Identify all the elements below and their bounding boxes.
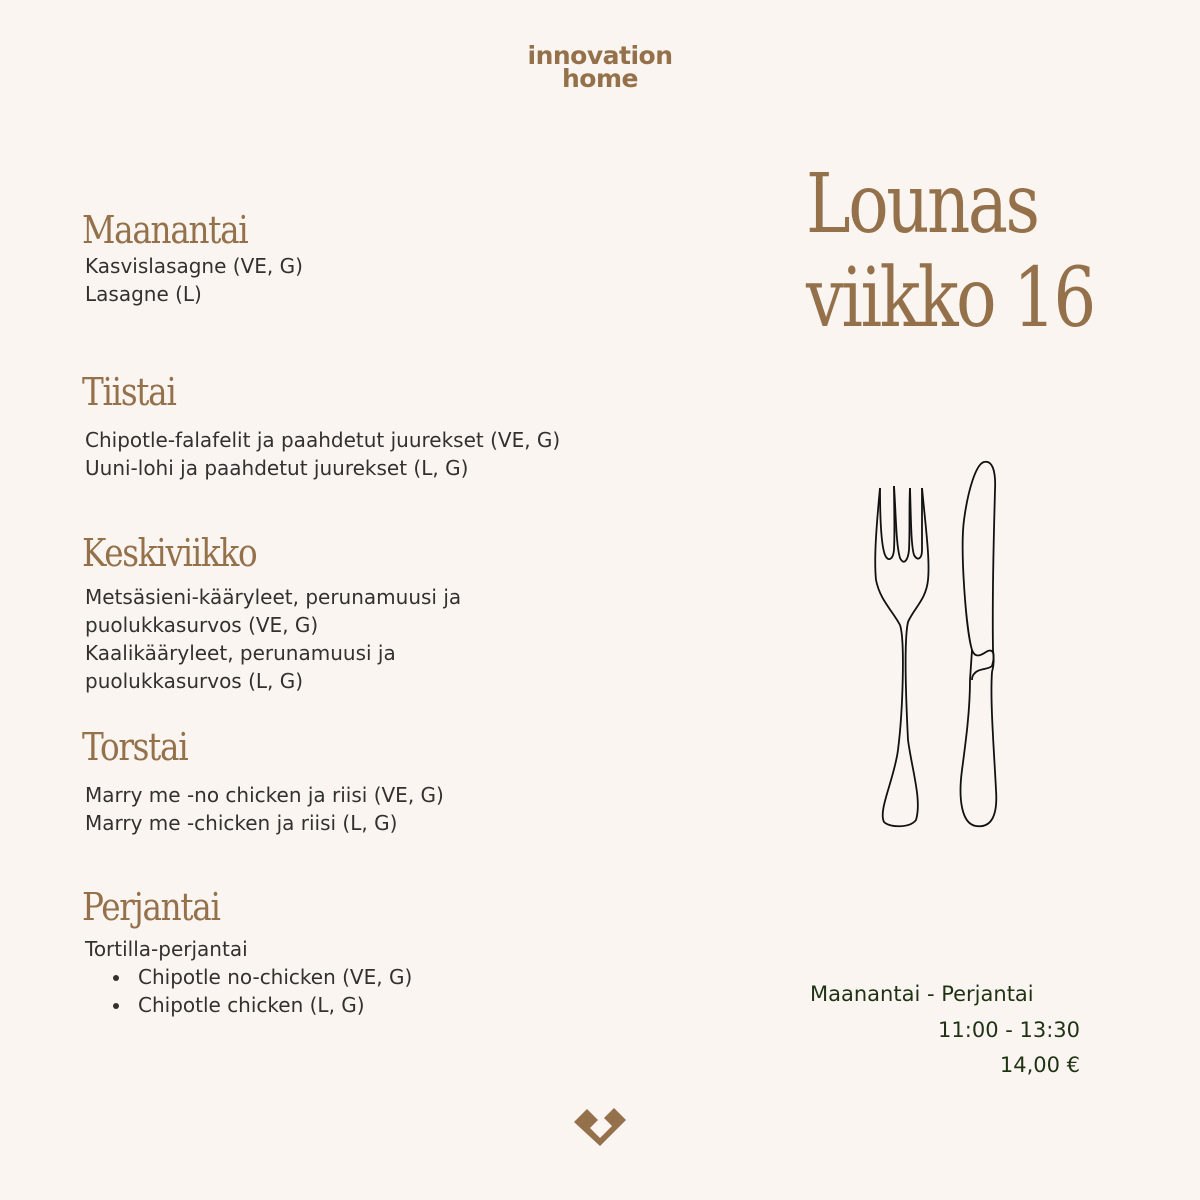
dish: • Chipotle no-chicken (VE, G) xyxy=(132,963,412,991)
day-title: Keskiviikko xyxy=(82,531,257,575)
dish: Chipotle-falafelit ja paahdetut juurekset (VE, G) xyxy=(85,428,561,452)
day-title: Maanantai xyxy=(82,208,248,252)
day-thursday xyxy=(82,725,444,837)
dish-list xyxy=(82,963,412,1019)
day-title: Perjantai xyxy=(82,885,220,929)
dish: • Chipotle chicken (L, G) xyxy=(132,991,412,1019)
dish-intro: Tortilla-perjantai xyxy=(85,937,248,961)
dish: Kasvislasagne (VE, G) xyxy=(85,254,303,278)
dish: Marry me -chicken ja riisi (L, G) xyxy=(85,811,398,835)
dish: Marry me -no chicken ja riisi (VE, G) xyxy=(85,783,444,807)
day-wednesday xyxy=(82,531,461,695)
day-title: Torstai xyxy=(82,725,188,769)
dish: Uuni-lohi ja paahdetut juurekset (L, G) xyxy=(85,456,469,480)
price: 14,00 € xyxy=(999,1053,1080,1077)
day-title: Tiistai xyxy=(82,370,176,414)
day-friday xyxy=(82,885,412,1019)
dish: Metsäsieni-kääryleet, perunamuusi ja xyxy=(85,585,462,609)
page-title-line2: viikko 16 xyxy=(806,251,1094,346)
dish: Kaalikääryleet, perunamuusi ja xyxy=(85,641,396,665)
brand-logo-line2: home xyxy=(562,64,638,93)
opening-days: Maanantai - Perjantai xyxy=(810,982,1034,1006)
dish: puolukkasurvos (L, G) xyxy=(85,669,304,693)
page-title xyxy=(806,158,1094,346)
day-monday xyxy=(82,208,303,308)
page-title-line1: Lounas xyxy=(806,157,1038,252)
dish: puolukkasurvos (VE, G) xyxy=(85,613,319,637)
brand-logo xyxy=(0,41,1200,93)
brand-mark-icon xyxy=(574,1104,626,1150)
opening-hours: 11:00 - 13:30 xyxy=(938,1017,1080,1042)
brand-logo-line1: innovation xyxy=(527,41,673,70)
fork-and-knife-icon xyxy=(860,450,1020,844)
dish: Lasagne (L) xyxy=(85,282,202,306)
opening-info xyxy=(810,977,1080,1084)
day-tuesday xyxy=(82,370,560,482)
